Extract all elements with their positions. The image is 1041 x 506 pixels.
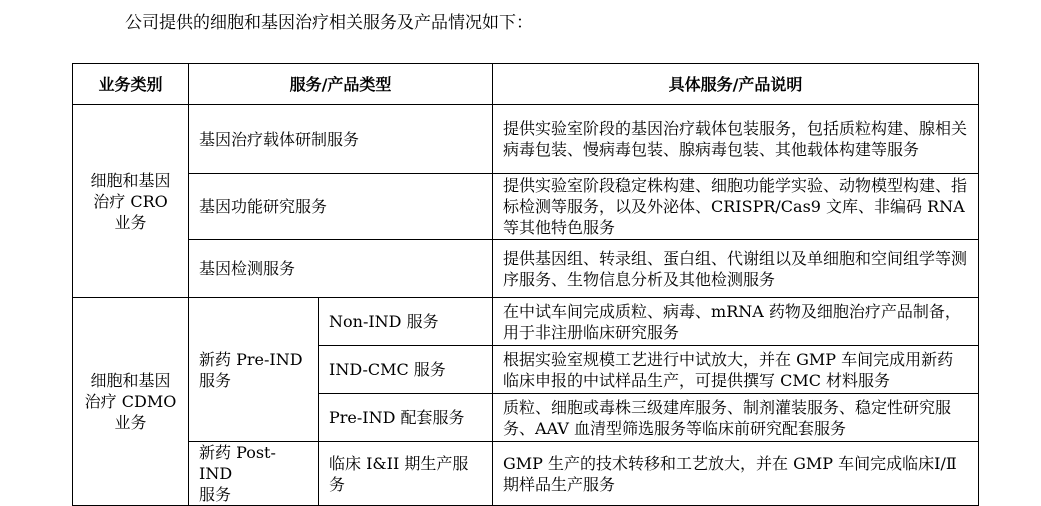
intro-text: 公司提供的细胞和基因治疗相关服务及产品情况如下： (125, 13, 533, 33)
table-row (73, 298, 979, 346)
service-description: 提供实验室阶段稳定株构建、细胞功能学实验、动物模型构建、指标检测等服务，以及外泌体、CRISPR/Cas9 文库、非编码 RNA 等其他特色服务 (493, 174, 979, 240)
post-ind-item-line1: 临床 I&II 期生产服 (329, 453, 469, 473)
post-ind-item-line2: 务 (329, 474, 346, 494)
table-row (73, 240, 979, 298)
service-item: IND-CMC 服务 (319, 346, 493, 394)
category-cro-line1: 细胞和基因 (90, 170, 171, 190)
category-cro-line2: 治疗 CRO (93, 191, 168, 211)
post-ind-label-line2: 服务 (199, 485, 232, 504)
service-description: 提供基因组、转录组、蛋白组、代谢组以及单细胞和空间组学等测序服务、生物信息分析及其他检测服务 (493, 240, 979, 298)
service-description: 质粒、细胞或毒株三级建库服务、制剂灌装服务、稳定性研究服务、AAV 血清型筛选服务等临床前研究配套服务 (493, 394, 979, 442)
service-type: 基因检测服务 (189, 240, 493, 298)
category-cdmo-line1: 细胞和基因 (90, 371, 171, 390)
table-row (73, 442, 979, 506)
category-cdmo-line3: 业务 (114, 413, 147, 432)
category-cro-line3: 业务 (114, 212, 147, 232)
service-description: 根据实验室规模工艺进行中试放大，并在 GMP 车间完成用新药临床申报的中试样品生产，可提供撰写 CMC 材料服务 (493, 346, 979, 394)
service-type: 基因治疗载体研制服务 (189, 105, 493, 174)
category-cdmo-line2: 治疗 CDMO (84, 392, 177, 411)
service-item: Pre-IND 配套服务 (319, 394, 493, 442)
service-description: 提供实验室阶段的基因治疗载体包装服务，包括质粒构建、腺相关病毒包装、慢病毒包装、腺病毒包装、其他载体构建等服务 (493, 105, 979, 174)
service-type: 基因功能研究服务 (189, 174, 493, 240)
category-cro (73, 105, 189, 298)
category-cdmo (73, 298, 189, 506)
header-type: 服务/产品类型 (189, 64, 493, 105)
post-ind-item (319, 442, 493, 506)
service-item: Non-IND 服务 (319, 298, 493, 346)
header-row (73, 64, 979, 105)
pre-ind-label-line2: 服务 (199, 370, 232, 390)
services-table (72, 63, 979, 506)
table-row (73, 174, 979, 240)
service-description: GMP 生产的技术转移和工艺放大，并在 GMP 车间完成临床Ⅰ/Ⅱ期样品生产服务 (493, 442, 979, 506)
pre-ind-label (189, 298, 319, 442)
service-description: 在中试车间完成质粒、病毒、mRNA 药物及细胞治疗产品制备，用于非注册临床研究服务 (493, 298, 979, 346)
post-ind-label-line1: 新药 Post-IND (199, 443, 276, 483)
header-description: 具体服务/产品说明 (493, 64, 979, 105)
header-category: 业务类别 (73, 64, 189, 105)
table-row (73, 105, 979, 174)
post-ind-label (189, 442, 319, 506)
pre-ind-label-line1: 新药 Pre-IND (199, 349, 303, 369)
